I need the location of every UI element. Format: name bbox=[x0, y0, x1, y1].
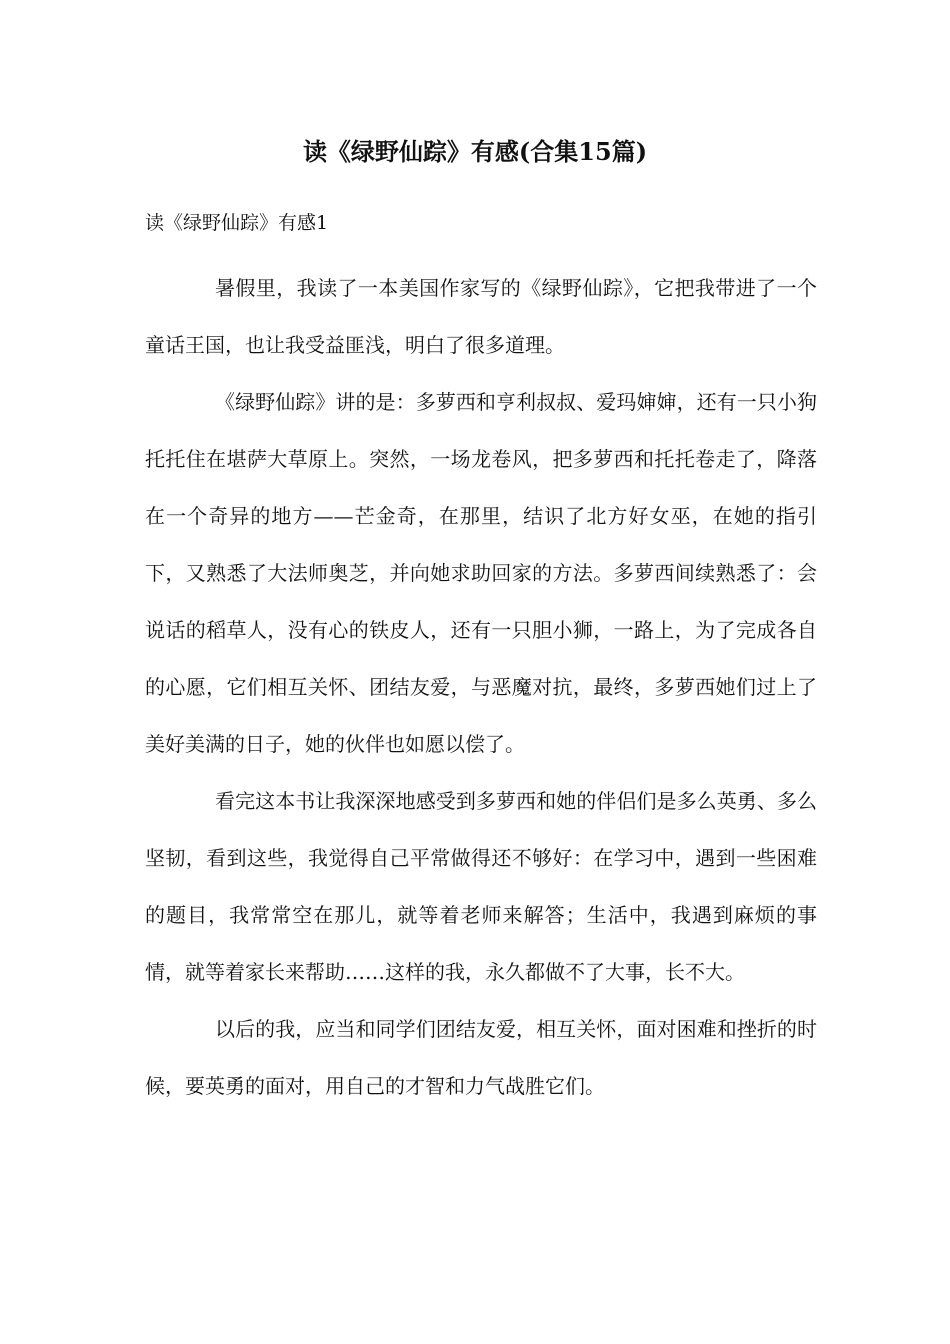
document-body bbox=[145, 260, 817, 1115]
paragraph-2: 《绿野仙踪》讲的是：多萝西和亨利叔叔、爱玛婶婶，还有一只小狗托托住在堪萨大草原上。突然，一场龙卷风，把多萝西和托托卷走了，降落在一个奇异的地方——芒金奇，在那里，结识了北方好女巫，在她的指引下，又熟悉了大法师奥芝，并向她求助回家的方法。多萝西间续熟悉了：会说话的稻草人，没有心的铁皮人，还有一只胆小狮，一路上，为了完成各自的心愿，它们相互关怀、团结友爱，与恶魔对抗，最终，多萝西她们过上了美好美满的日子，她的伙伴也如愿以偿了。 bbox=[145, 390, 817, 756]
section-title: 读《绿野仙踪》有感1 bbox=[145, 212, 329, 234]
paragraph-1: 暑假里，我读了一本美国作家写的《绿野仙踪》，它把我带进了一个童话王国，也让我受益匪浅，明白了很多道理。 bbox=[145, 276, 817, 357]
paragraph-3: 看完这本书让我深深地感受到多萝西和她的伴侣们是多么英勇、多么坚韧，看到这些，我觉得自己平常做得还不够好：在学习中，遇到一些困难的题目，我常常空在那儿，就等着老师来解答；生活中，我遇到麻烦的事情，就等着家长来帮助……这样的我，永久都做不了大事，长不大。 bbox=[145, 789, 817, 984]
paragraph-4: 以后的我，应当和同学们团结友爱，相互关怀，面对困难和挫折的时候，要英勇的面对，用自己的才智和力气战胜它们。 bbox=[145, 1017, 817, 1098]
document-title: 读《绿野仙踪》有感(合集15篇) bbox=[302, 137, 648, 166]
